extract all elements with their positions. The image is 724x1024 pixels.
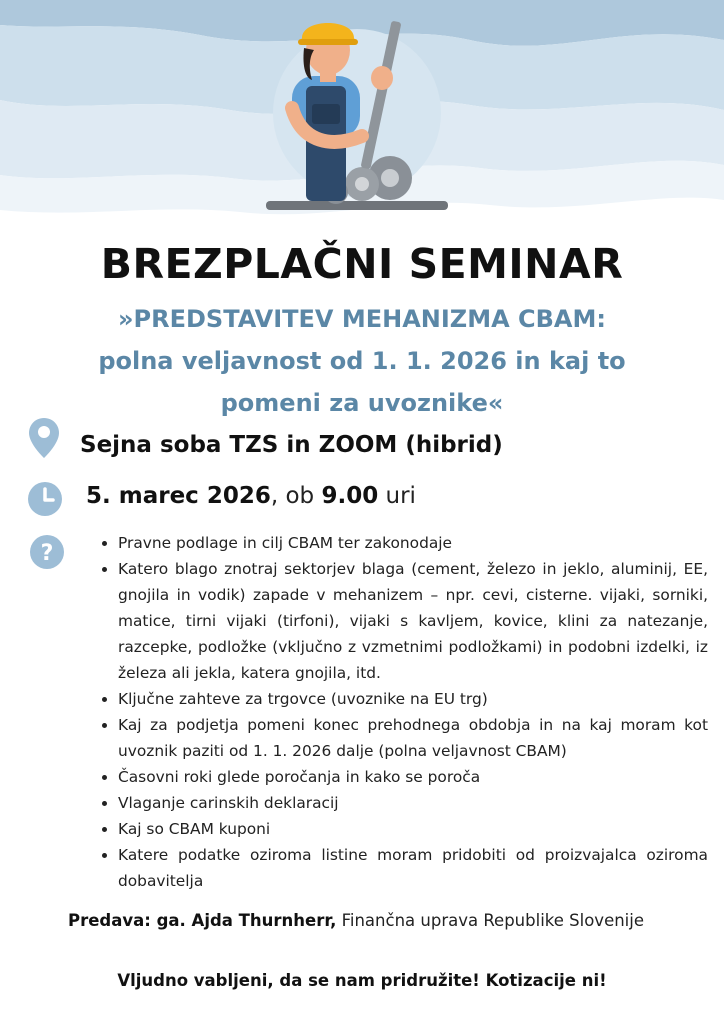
topic-item: • Katero blago znotraj sektorjev blaga (cement, železo in jeklo, aluminij, EE, gnojila in vodik) zapade v mehanizem – npr. cevi, cisterne. vijaki, sorniki, matice, tirni vijaki (tirfoni), vijaki s kavljem, kovice, klini za natezanje, razcepke, podložke (vključno z vzmetnimi podložkami) in podobni izdelki, iz železa ali jekla, katera gnojila, itd. xyxy=(118,556,708,686)
topic-item: • Časovni roki glede poročanja in kako se poroča xyxy=(118,764,708,790)
location-pin-icon xyxy=(27,416,61,460)
lecturer-organization: Finančna uprava Republike Slovenije xyxy=(336,911,644,930)
seminar-subtitle xyxy=(40,298,684,424)
subtitle-line-2: polna veljavnost od 1. 1. 2026 in kaj to xyxy=(98,347,626,375)
clock-icon xyxy=(27,481,63,517)
topic-item: • Kaj so CBAM kuponi xyxy=(118,816,708,842)
topic-item: • Vlaganje carinskih deklaracij xyxy=(118,790,708,816)
event-date: 5. marec 2026 xyxy=(86,483,271,509)
lecturer-line xyxy=(68,908,668,934)
topic-item: • Katere podatke oziroma listine moram pridobiti od proizvajalca oziroma dobavitelja xyxy=(118,842,708,894)
worker-illustration xyxy=(262,8,452,218)
invitation-footer: Vljudno vabljeni, da se nam pridružite! Kotizacije ni! xyxy=(117,971,607,990)
question-icon xyxy=(29,534,65,570)
topic-item: • Pravne podlage in cilj CBAM ter zakonodaje xyxy=(118,530,708,556)
topic-item: • Ključne zahteve za trgovce (uvoznike na EU trg) xyxy=(118,686,708,712)
event-time: 9.00 xyxy=(321,483,379,509)
event-time-suffix: uri xyxy=(378,483,416,509)
topics-list xyxy=(100,530,708,894)
event-datetime xyxy=(86,483,416,509)
svg-text:?: ? xyxy=(40,541,54,566)
lecturer-name: Predava: ga. Ajda Thurnherr, xyxy=(68,911,337,930)
subtitle-line-3: pomeni za uvoznike« xyxy=(220,389,504,417)
event-time-sep: , ob xyxy=(270,483,322,509)
event-location: Sejna soba TZS in ZOOM (hibrid) xyxy=(80,432,503,458)
topic-item: • Kaj za podjetja pomeni konec prehodnega obdobja in na kaj moram kot uvoznik paziti od 1. 1. 2026 dalje (polna veljavnost CBAM) xyxy=(118,712,708,764)
seminar-title: BREZPLAČNI SEMINAR xyxy=(100,240,624,288)
subtitle-line-1: »PREDSTAVITEV MEHANIZMA CBAM: xyxy=(118,305,606,333)
